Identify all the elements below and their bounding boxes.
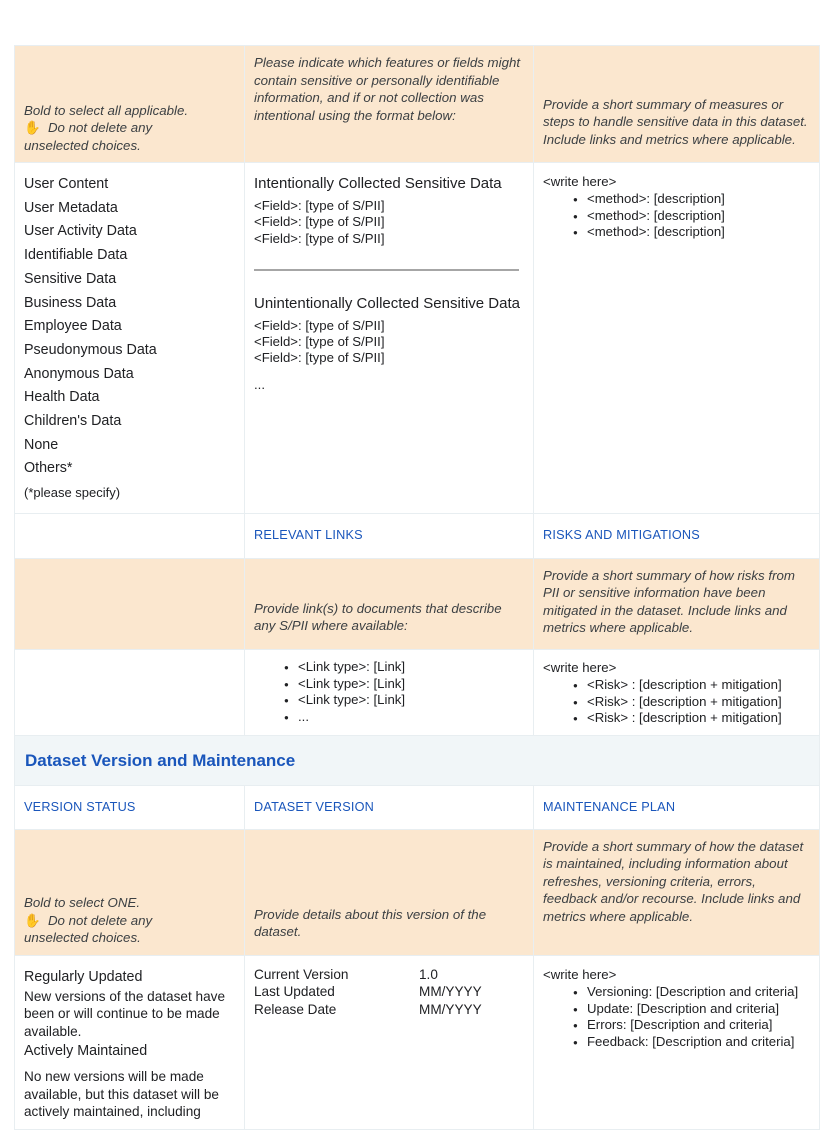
risks-write-here[interactable]: <write here> — [543, 659, 617, 675]
intentional-fields — [254, 198, 525, 247]
version-content-row — [15, 955, 820, 1129]
dataset-version-header: DATASET VERSION — [254, 799, 375, 814]
links-risks-empty-instruction-cell — [15, 558, 245, 649]
intentional-heading: Intentionally Collected Sensitive Data — [254, 175, 502, 192]
method-item: ● <method>: [description] — [573, 208, 811, 225]
sensitive-right-instruction — [543, 54, 811, 148]
sensitive-options-cell — [15, 163, 245, 514]
version-status-header-cell — [15, 785, 245, 829]
version-detail-row — [254, 983, 525, 1000]
field-line: <Field>: [type of S/PII] — [254, 214, 385, 230]
sensitive-middle-instruction-cell — [245, 46, 534, 163]
hand-icon: ✋ — [24, 120, 41, 135]
dataset-version-header-cell — [245, 785, 534, 829]
maintenance-item: ● Versioning: [Description and criteria] — [573, 984, 811, 1001]
option-item[interactable]: Employee Data — [24, 318, 122, 335]
link-item-ellipsis: ● ... — [284, 709, 525, 726]
empty-header-cell — [15, 513, 245, 558]
field-line-ellipsis: ... — [254, 376, 265, 392]
status-option-title: Actively Maintained — [24, 1043, 148, 1060]
version-status-options-cell — [15, 955, 245, 1129]
version-section-band-row — [15, 735, 820, 785]
risk-item: ● <Risk> : [description + mitigation] — [573, 710, 811, 727]
option-item[interactable]: Pseudonymous Data — [24, 341, 157, 358]
version-section-title: Dataset Version and Maintenance — [25, 750, 296, 770]
risks-list-cell — [534, 649, 820, 735]
version-section-band-cell — [15, 735, 820, 785]
methods-list — [543, 191, 811, 241]
maintenance-plan-cell — [534, 955, 820, 1129]
option-item[interactable]: Sensitive Data — [24, 270, 117, 287]
hand-icon: ✋ — [24, 912, 41, 928]
sensitive-left-instruction — [24, 54, 236, 154]
maintenance-item: ● Update: [Description and criteria] — [573, 1001, 811, 1018]
bold-select-one-text: Bold to select ONE. — [24, 895, 141, 911]
field-line: <Field>: [type of S/PII] — [254, 334, 385, 350]
unintentional-heading: Unintentionally Collected Sensitive Data — [254, 294, 520, 312]
method-item: ● <method>: [description] — [573, 224, 811, 241]
version-status-header: VERSION STATUS — [24, 799, 136, 814]
links-instruction-text: Provide link(s) to documents that describe any S/PII where available: — [254, 600, 502, 634]
section-divider — [254, 269, 519, 271]
links-risks-header-row — [15, 513, 820, 558]
status-option-title: Regularly Updated — [24, 968, 143, 985]
field-line: <Field>: [type of S/PII] — [254, 198, 385, 213]
maintenance-plan-header: MAINTENANCE PLAN — [543, 799, 676, 814]
sensitive-content-row — [15, 163, 820, 514]
links-instruction — [254, 567, 525, 635]
field-line: <Field>: [type of S/PII] — [254, 230, 385, 246]
unselected-choices-text: unselected choices. — [24, 930, 141, 946]
relevant-links-header: RELEVANT LINKS — [254, 527, 363, 542]
field-line: <Field>: [type of S/PII] — [254, 317, 385, 333]
risks-header-cell — [534, 513, 820, 558]
methods-write-here[interactable]: <write here> — [543, 174, 617, 189]
relevant-links-header-cell — [245, 513, 534, 558]
risks-instruction: Provide a short summary of how risks from PII or sensitive information have been mitigated in the dataset. Include links and metrics where applicable. — [543, 567, 795, 636]
do-not-delete-text: Do not delete any — [47, 120, 153, 135]
link-item[interactable]: ● <Link type>: [Link] — [284, 659, 525, 676]
version-detail-value: MM/YYYY — [419, 984, 482, 1000]
version-middle-instruction — [254, 838, 525, 941]
link-item[interactable]: ● <Link type>: [Link] — [284, 692, 525, 709]
links-list — [254, 659, 525, 726]
version-detail-value: MM/YYYY — [419, 1001, 482, 1017]
risk-item: ● <Risk> : [description + mitigation] — [573, 694, 811, 711]
status-option[interactable] — [24, 1040, 236, 1121]
method-item: ● <method>: [description] — [573, 191, 811, 208]
option-item[interactable]: User Metadata — [24, 199, 118, 216]
option-item[interactable]: Business Data — [24, 294, 117, 311]
version-header-row — [15, 785, 820, 829]
version-left-instruction — [24, 838, 236, 947]
option-item[interactable]: Others* — [24, 460, 73, 477]
version-detail-value: 1.0 — [419, 966, 438, 982]
maintenance-item: ● Feedback: [Description and criteria] — [573, 1034, 811, 1051]
dataset-card-table — [14, 45, 820, 1130]
sensitive-methods-cell — [534, 163, 820, 514]
links-risks-instruction-row — [15, 558, 820, 649]
unintentional-fields — [254, 318, 525, 393]
risks-mitigations-header: RISKS AND MITIGATIONS — [543, 527, 700, 542]
option-item[interactable]: None — [24, 436, 59, 453]
version-detail-row — [254, 966, 525, 983]
do-not-delete-text: Do not delete any — [47, 912, 153, 928]
link-item[interactable]: ● <Link type>: [Link] — [284, 676, 525, 693]
version-middle-instruction-cell — [245, 829, 534, 955]
option-item[interactable]: User Activity Data — [24, 223, 137, 240]
option-item[interactable]: Anonymous Data — [24, 365, 134, 382]
maintenance-write-here[interactable]: <write here> — [543, 966, 617, 982]
version-right-instruction: Provide a short summary of how the dataset is maintained, including information about refreshes, versioning criteria, errors, feedback and/or recourse. Include links and metrics where applicable. — [543, 838, 804, 924]
maintenance-item: ● Errors: [Description and criteria] — [573, 1017, 811, 1034]
option-item[interactable]: Health Data — [24, 389, 100, 406]
empty-content-cell — [15, 649, 245, 735]
version-details-cell — [245, 955, 534, 1129]
links-list-cell — [245, 649, 534, 735]
risk-item: ● <Risk> : [description + mitigation] — [573, 677, 811, 694]
option-item[interactable]: User Content — [24, 176, 109, 192]
version-instruction-row — [15, 829, 820, 955]
option-item[interactable]: Identifiable Data — [24, 247, 128, 264]
version-right-instruction-cell — [534, 829, 820, 955]
sensitive-middle-instruction: Please indicate which features or fields might contain sensitive or personally identifiable information, and if or not collection was intentional using the format below: — [254, 55, 521, 123]
sensitive-options-list — [24, 173, 236, 505]
options-note: (*please specify) — [24, 485, 121, 501]
sensitive-fields-cell — [245, 163, 534, 514]
maintenance-list — [543, 984, 811, 1051]
status-option-desc: No new versions will be made available, but this dataset will be actively maintained, including — [24, 1069, 219, 1120]
option-item[interactable]: Children's Data — [24, 413, 122, 430]
risks-list — [543, 677, 811, 727]
version-details-list — [254, 966, 525, 1018]
bold-select-all-text: Bold to select all applicable. — [24, 102, 189, 118]
field-line: <Field>: [type of S/PII] — [254, 350, 385, 366]
links-risks-content-row — [15, 649, 820, 735]
version-detail-key: Current Version — [254, 966, 349, 982]
links-instruction-cell — [245, 558, 534, 649]
status-option[interactable] — [24, 966, 236, 1041]
sensitive-right-instruction-cell — [534, 46, 820, 163]
maintenance-plan-header-cell — [534, 785, 820, 829]
sensitive-left-instruction-cell — [15, 46, 245, 163]
sensitive-instructions-row — [15, 46, 820, 163]
unselected-choices-text: unselected choices. — [24, 137, 141, 153]
status-option-desc: New versions of the dataset have been or will continue to be made available. — [24, 988, 225, 1039]
risks-instruction-cell — [534, 558, 820, 649]
version-detail-key: Release Date — [254, 1001, 337, 1017]
version-detail-row — [254, 1001, 525, 1018]
sensitive-right-instruction-text: Provide a short summary of measures or steps to handle sensitive data in this dataset. Include links and metrics where applicable. — [543, 96, 808, 147]
version-middle-instruction-text: Provide details about this version of the dataset. — [254, 906, 487, 940]
version-detail-key: Last Updated — [254, 984, 335, 1000]
version-left-instruction-cell — [15, 829, 245, 955]
